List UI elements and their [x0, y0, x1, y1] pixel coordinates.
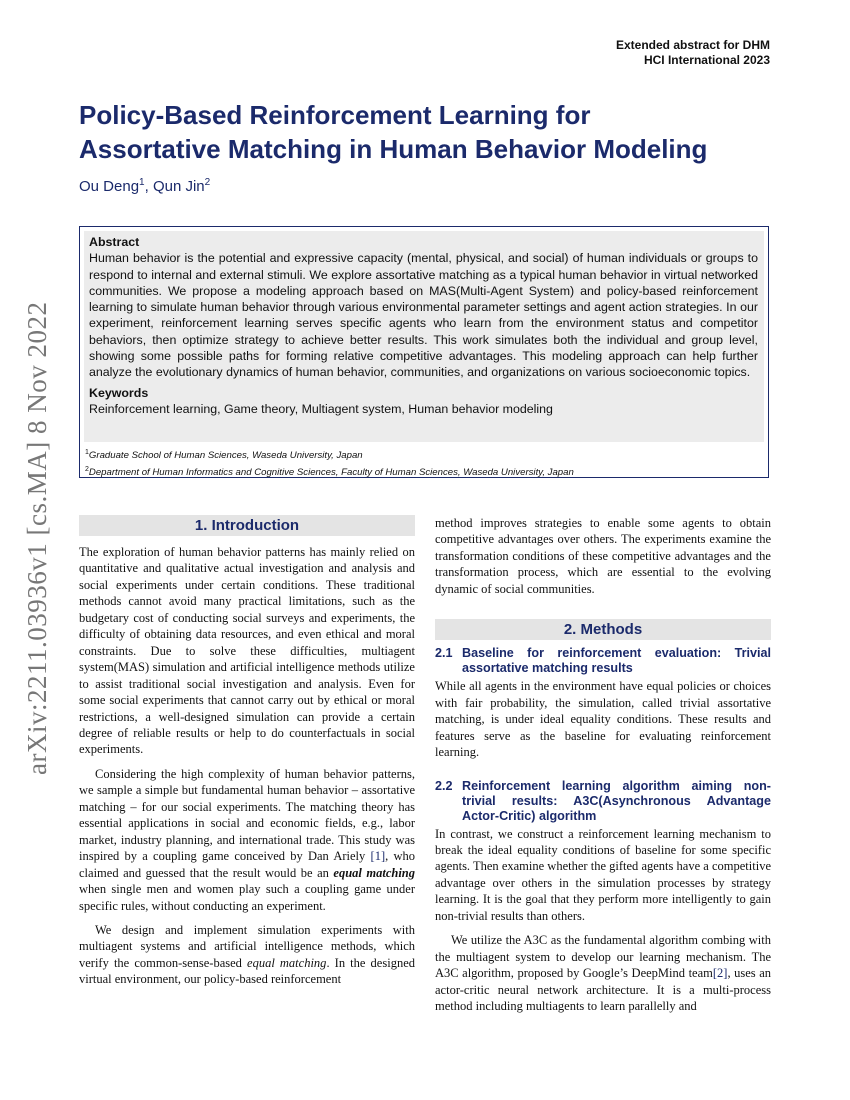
methods-2-1-paragraph: While all agents in the environment have equal policies or choices with fair probability, the simulation, called trivial assortative matching, is under ideal equality conditions. These results and features serve as the baseline for evaluating reinforcement learning. [435, 679, 771, 760]
arxiv-stamp: arXiv:2211.03936v1 [cs.MA] 8 Nov 2022 [22, 301, 52, 775]
author-list [79, 177, 210, 195]
author-2: Qun Jin [152, 178, 205, 195]
section-heading-methods: 2. Methods [435, 619, 771, 640]
methods-p2-text-b: , uses an actor-critic neural network architecture. It is a multi-process method including multiagents to learn parallelly and [435, 966, 772, 1014]
affiliation-footnotes [85, 446, 762, 479]
citation-link-1[interactable]: [1] [370, 849, 386, 864]
paper-title [79, 98, 779, 166]
intro-p2-text-b: , who claimed and guessed that the result would be an [79, 849, 416, 880]
paper-title-line2: Assortative Matching in Human Behavior Modeling [79, 134, 708, 164]
methods-p2-text-a: We utilize the A3C as the fundamental algorithm combing with the multiagent system to develop our learning mechanism. The A3C algorithm, proposed by Google’s DeepMind team [435, 933, 771, 981]
conference-header [616, 38, 770, 68]
footnote-1-text: Graduate School of Human Sciences, Waseda University, Japan [88, 450, 363, 462]
author-1-affiliation: 1 [139, 177, 145, 188]
right-column [435, 515, 771, 1015]
author-1: Ou Deng [79, 178, 140, 195]
methods-2-2-paragraph-2 [435, 932, 771, 1014]
section-heading-introduction: 1. Introduction [79, 515, 415, 536]
author-2-affiliation: 2 [204, 177, 211, 188]
abstract-text: Human behavior is the potential and expressive capacity (mental, physical, and social) of human individuals or groups to respond to internal and external stimuli. We explore assortative matching as a typical human behavior in virtual networked communities. We propose a modeling approach based on MAS(Multi-Agent System) and policy-based reinforcement learning to simulate human behavior through various environmental parameter settings and agent action strategies. In our experiment, reinforcement learning serves specific agents who learn from the environment status and competitor behaviors, then optimize strategy to achieve better results. This work simulates both the individual and group level, showing some possible paths for forming relative competitive advantages. This modeling approach can help further analyze the evolutionary dynamics of human behavior, communities, and organizations on various socioeconomic topics. [89, 251, 758, 380]
keywords-heading: Keywords [89, 385, 149, 400]
intro-p3-text-a: We design and implement simulation experiments with multiagent systems and artificial intelligence methods, which verify the common-sense-based [79, 922, 415, 970]
author-separator: , [144, 178, 153, 195]
methods-2-2-paragraph-1: In contrast, we construct a reinforcement learning mechanism to break the ideal equality conditions of baseline for some specific agents. Then examine whether the gifted agents have a competitive advantage over others in the simulation processes by strategy learning. It is the goal that they perform more intelligently to gain non-trivial results than others. [435, 826, 771, 923]
conference-header-line1: Extended abstract for DHM [615, 38, 770, 52]
abstract-heading: Abstract [89, 235, 140, 249]
intro-p2-text-a: Considering the high complexity of human behavior patterns, we sample a simple but fundamental human behavior – assortative matching – for our social experiments. The matching theory has essential applications in social and economic fields, e.g., labor market, industry planning, and international trade. This study was inspired by a coupling game conceived by Dan Ariely [79, 766, 415, 864]
abstract-box [79, 226, 769, 478]
footnote-2 [85, 463, 762, 480]
intro-paragraph-1: The exploration of human behavior patterns has mainly relied on quantitative and qualitative actual investigation and analysis and social experiments under certain conditions. These traditional methods cannot avoid many practical limitations, such as the budgetary cost of conducting social surveys and experiments, the difficulty of obtaining data resources, and even ethical and moral constraints. Due to solve these difficulties, multiagent system(MAS) simulation and artificial intelligence methods utilize to assist traditional social investigation and analysis. Even for some social experiments that cannot carry out by ethical or moral restrictions, a well-designed simulation can provide a certain degree of reliable results or help to do counterfactuals in social experiments. [79, 545, 415, 757]
keywords-text: Reinforcement learning, Game theory, Multiagent system, Human behavior modeling [89, 401, 553, 416]
emphasis-equal-matching: equal matching [333, 865, 415, 880]
intro-paragraph-3 [79, 922, 415, 988]
emphasis-equal-matching-2: equal matching [247, 955, 327, 970]
paper-title-line1: Policy-Based Reinforcement Learning for [79, 100, 591, 130]
conference-header-line2: HCI International 2023 [643, 53, 770, 67]
subsection-title-2-2: Reinforcement learning algorithm aiming non-trivial results: A3C(Asynchronous Advantage Actor-Critic) algorithm [462, 778, 771, 823]
abstract-panel [84, 231, 764, 442]
subsection-number-2-2: 2.2 [435, 778, 453, 793]
intro-p2-text-c: when single men and women play such a coupling game under specific rules, without conducting an experiment. [79, 882, 415, 913]
footnote-1-marker: 1 [85, 449, 89, 456]
footnote-1 [85, 446, 762, 463]
footnote-2-text: Department of Human Informatics and Cognitive Sciences, Faculty of Human Sciences, Waseda University, Japan [88, 466, 574, 478]
citation-link-2[interactable]: [2] [712, 966, 728, 981]
subsection-title-2-1: Baseline for reinforcement evaluation: Trivial assortative matching results [462, 646, 771, 676]
intro-continuation: method improves strategies to enable some agents to obtain competitive advantages over others. The experiments examine the transformation conditions of these competitive advantages and the transformation process, which are essential to the evolving dynamic of social communities. [435, 516, 771, 596]
subsection-heading-2-2 [435, 779, 771, 824]
subsection-heading-2-1 [435, 646, 771, 676]
left-column [79, 515, 415, 988]
intro-p3-text-b: . In the designed virtual environment, our policy-based reinforcement [79, 955, 415, 987]
footnote-2-marker: 2 [85, 465, 89, 473]
intro-paragraph-2 [79, 766, 415, 914]
subsection-number-2-1: 2.1 [435, 646, 453, 661]
